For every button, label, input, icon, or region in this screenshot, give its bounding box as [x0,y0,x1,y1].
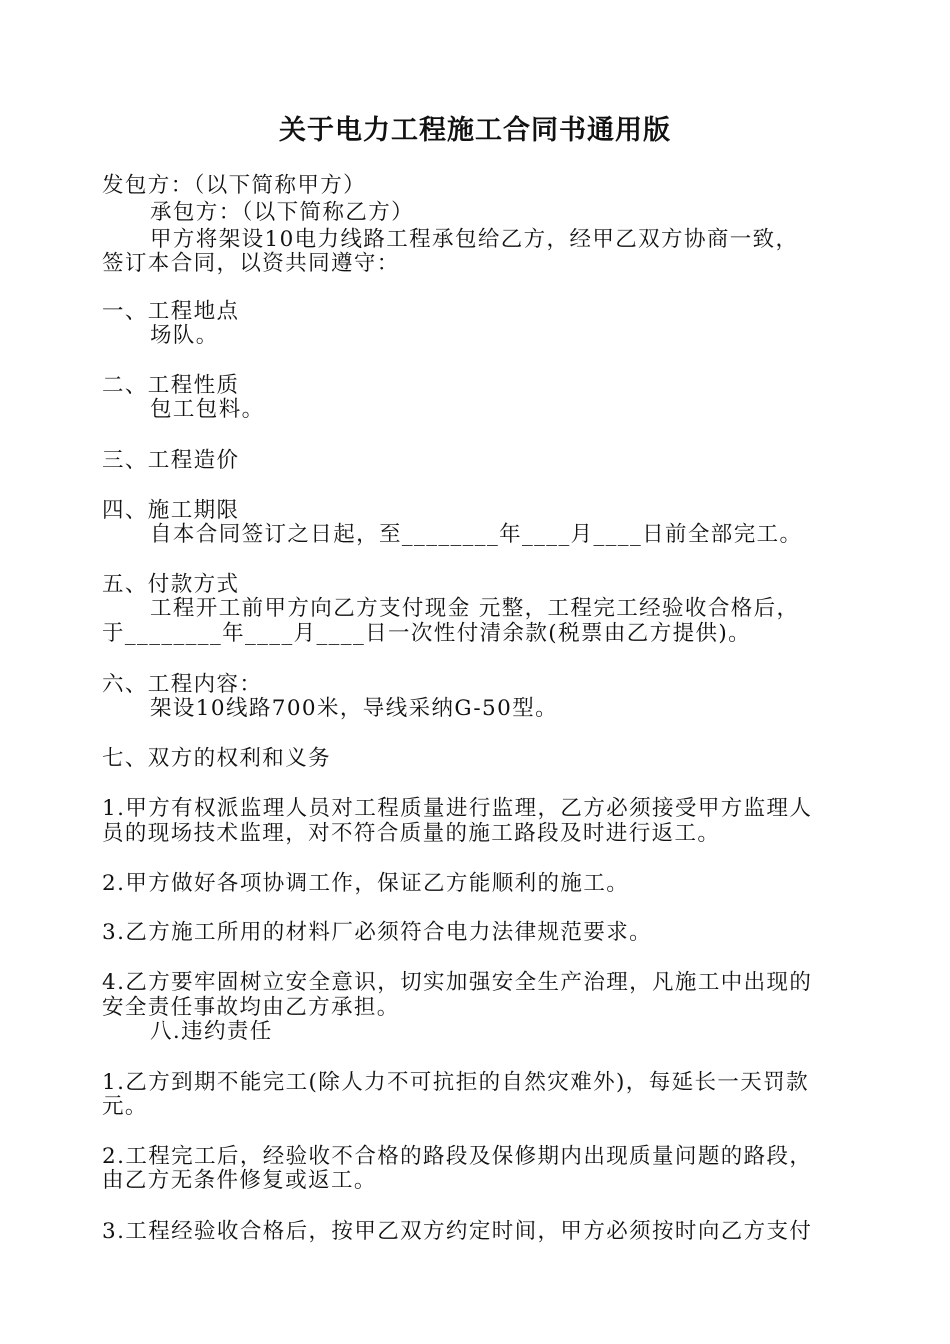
section-body-period: 自本合同签订之日起，至________年____月____日前全部完工。 [150,522,803,547]
section-heading-cost: 三、工程造价 [102,448,240,473]
section-heading-liability: 八.违约责任 [150,1019,273,1044]
liability-item-1-line-2: 元。 [102,1094,148,1119]
section-heading-payment: 五、付款方式 [102,572,240,597]
liability-item-3-line-1: 3.工程经验收合格后，按甲乙双方约定时间，甲方必须按时向乙方支付 [102,1219,813,1244]
party-a-line: 发包方：（以下简称甲方） [102,173,367,198]
section-heading-content: 六、工程内容： [102,672,263,697]
liability-item-2-line-1: 2.工程完工后，经验收不合格的路段及保修期内出现质量问题的路段， [102,1144,813,1169]
rights-item-1-line-1: 1.甲方有权派监理人员对工程质量进行监理，乙方必须接受甲方监理人 [102,796,813,821]
party-b-line: 承包方：（以下简称乙方） [150,200,415,225]
rights-item-4-line-1: 4.乙方要牢固树立安全意识，切实加强安全生产治理，凡施工中出现的 [102,970,813,995]
rights-item-1-line-2: 员的现场技术监理，对不符合质量的施工路段及时进行返工。 [102,821,721,846]
section-body-payment-line-2: 于________年____月____日一次性付清余款(税票由乙方提供)。 [102,621,752,646]
section-body-location: 场队。 [150,323,219,348]
section-heading-nature: 二、工程性质 [102,373,240,398]
rights-item-4-line-2: 安全责任事故均由乙方承担。 [102,995,400,1020]
liability-item-2-line-2: 由乙方无条件修复或返工。 [102,1168,377,1193]
section-heading-rights: 七、双方的权利和义务 [102,746,332,771]
rights-item-3: 3.乙方施工所用的材料厂必须符合电力法律规范要求。 [102,920,653,945]
intro-paragraph-line-2: 签订本合同，以资共同遵守： [102,251,400,276]
section-heading-period: 四、施工期限 [102,498,240,523]
liability-item-1-line-1: 1.乙方到期不能完工(除人力不可抗拒的自然灾难外)，每延长一天罚款 [102,1070,809,1095]
section-body-content: 架设10线路700米，导线采纳G-50型。 [150,696,558,721]
section-body-nature: 包工包料。 [150,397,265,422]
document-title: 关于电力工程施工合同书通用版 [279,115,671,146]
rights-item-2: 2.甲方做好各项协调工作，保证乙方能顺利的施工。 [102,871,630,896]
section-body-payment-line-1: 工程开工前甲方向乙方支付现金 元整，工程完工经验收合格后， [150,596,800,621]
intro-paragraph-line-1: 甲方将架设10电力线路工程承包给乙方，经甲乙双方协商一致， [150,227,799,252]
section-heading-location: 一、工程地点 [102,299,240,324]
